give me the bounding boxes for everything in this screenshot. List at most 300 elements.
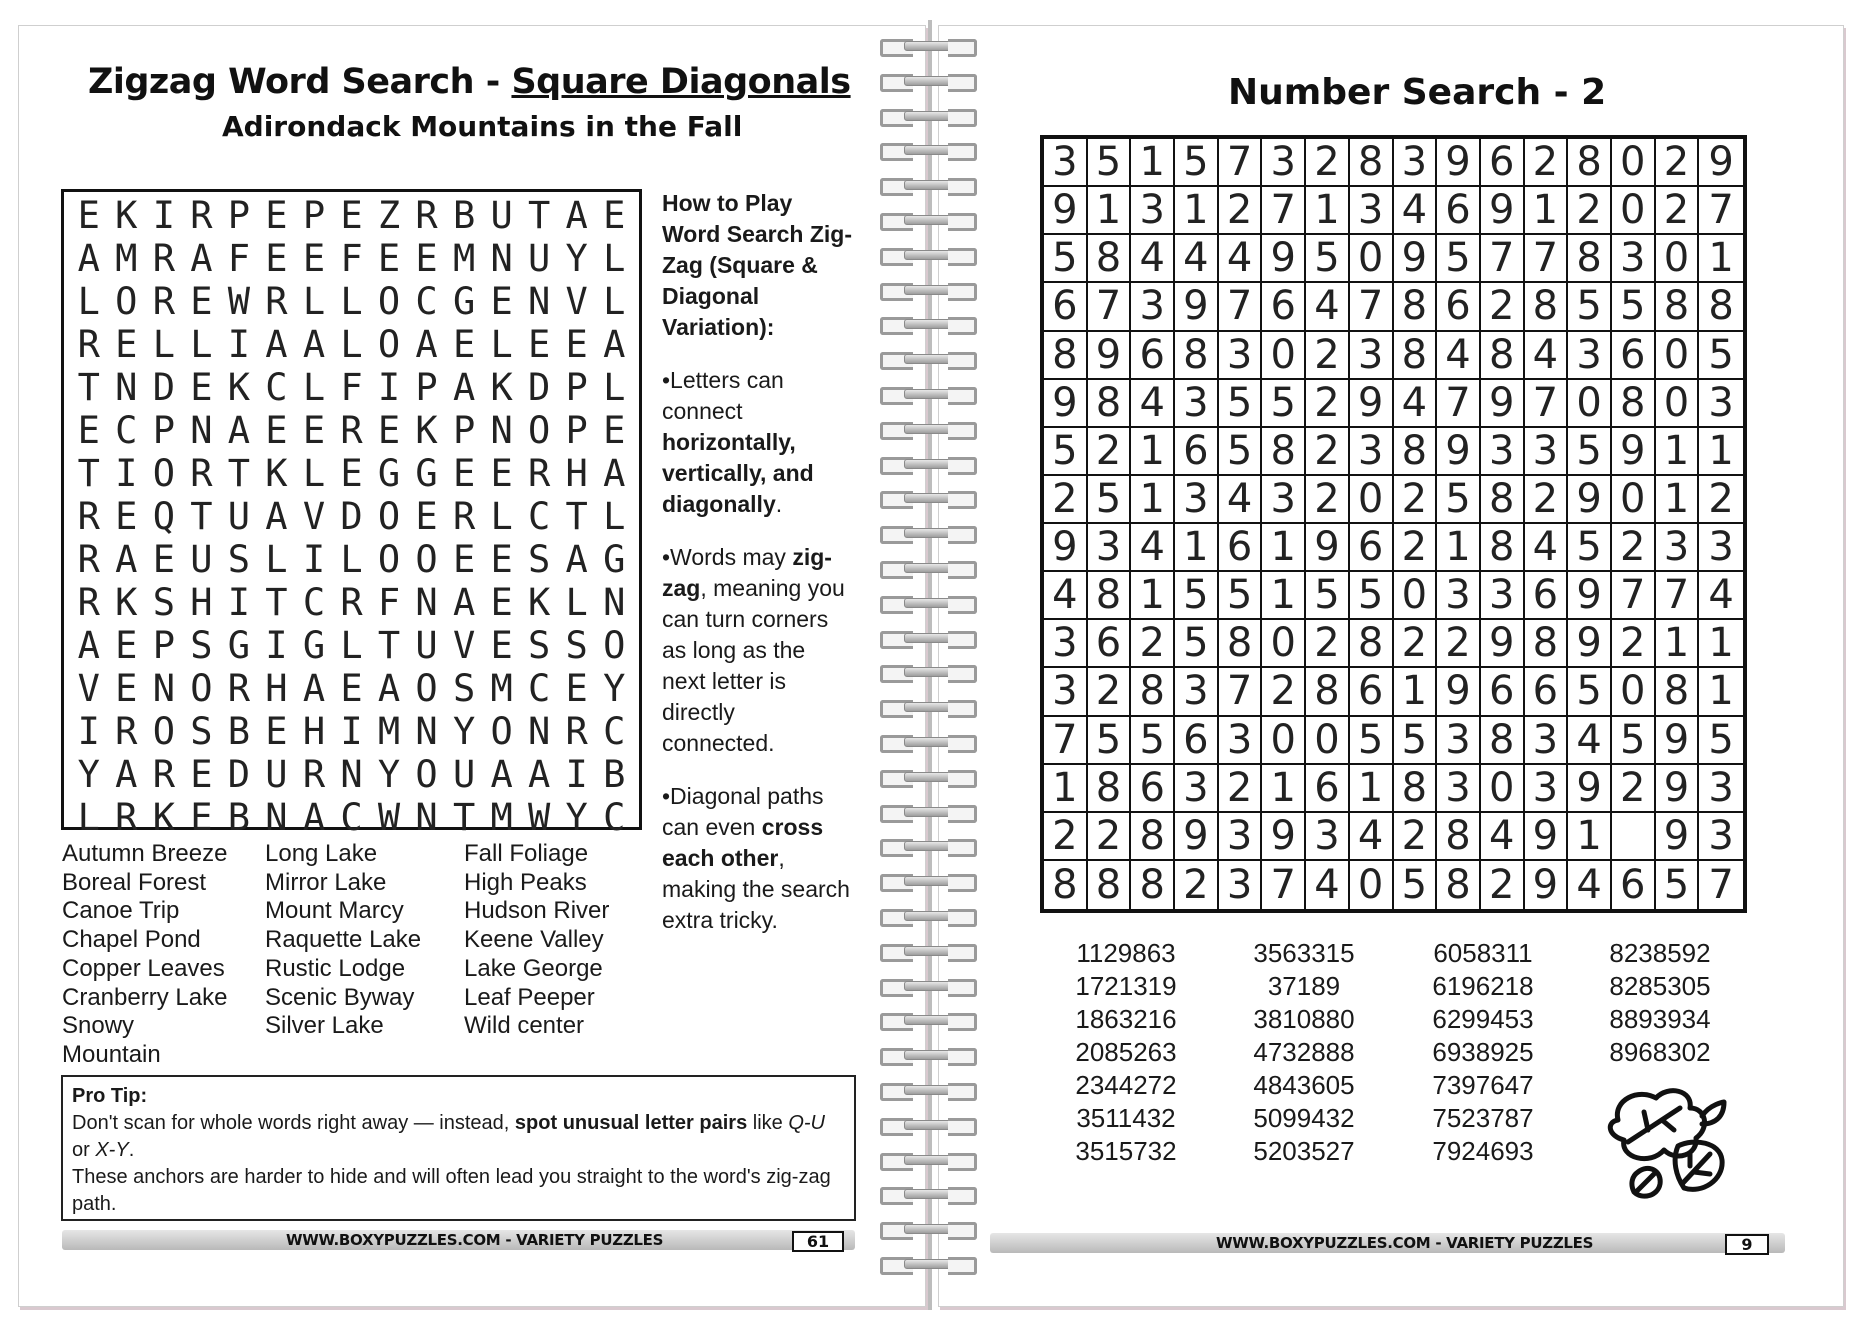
letter-cell[interactable]: R <box>415 194 438 237</box>
letter-cell[interactable]: O <box>115 280 138 323</box>
number-cell[interactable]: 8 <box>1088 861 1132 909</box>
letter-cell[interactable]: N <box>528 710 551 753</box>
number-cell[interactable]: 6 <box>1612 332 1656 380</box>
letter-cell[interactable]: I <box>565 753 588 796</box>
letter-cell[interactable]: S <box>528 624 551 667</box>
number-cell[interactable]: 5 <box>1175 620 1219 668</box>
letter-cell[interactable]: L <box>265 538 288 581</box>
letter-cell[interactable]: A <box>528 753 551 796</box>
letter-cell[interactable]: P <box>565 366 588 409</box>
letter-cell[interactable]: S <box>190 624 213 667</box>
letter-cell[interactable]: S <box>227 538 251 581</box>
number-cell[interactable]: 7 <box>1262 861 1306 909</box>
number-cell[interactable]: 6 <box>1262 283 1306 331</box>
letter-cell[interactable]: N <box>490 237 513 280</box>
number-cell[interactable]: 8 <box>1394 332 1438 380</box>
letter-cell[interactable]: T <box>77 366 100 409</box>
number-cell[interactable]: 3 <box>1699 380 1743 428</box>
number-cell[interactable]: 2 <box>1656 139 1700 187</box>
letter-cell[interactable]: A <box>115 538 138 581</box>
letter-cell[interactable]: O <box>152 710 175 753</box>
letter-cell[interactable]: R <box>565 710 588 753</box>
letter-cell[interactable]: E <box>452 538 476 581</box>
number-cell[interactable]: 3 <box>1699 765 1743 813</box>
letter-cell[interactable]: E <box>265 194 288 237</box>
letter-cell[interactable]: P <box>227 194 251 237</box>
letter-cell[interactable]: D <box>152 366 175 409</box>
number-cell[interactable]: 2 <box>1088 428 1132 476</box>
letter-cell[interactable]: B <box>227 710 251 753</box>
letter-cell[interactable]: R <box>227 667 251 710</box>
letter-cell[interactable]: R <box>265 280 288 323</box>
letter-cell[interactable]: R <box>190 452 213 495</box>
number-cell[interactable]: 1 <box>1656 476 1700 524</box>
number-cell[interactable]: 8 <box>1088 380 1132 428</box>
number-cell[interactable]: 9 <box>1175 813 1219 861</box>
letter-cell[interactable]: L <box>302 280 326 323</box>
number-cell[interactable]: 5 <box>1656 861 1700 909</box>
number-cell[interactable]: 9 <box>1437 668 1481 716</box>
letter-cell[interactable]: E <box>115 495 138 538</box>
number-cell[interactable]: 2 <box>1481 283 1525 331</box>
letter-cell[interactable]: F <box>377 581 401 624</box>
letter-cell[interactable]: L <box>190 323 213 366</box>
number-cell[interactable]: 6 <box>1175 428 1219 476</box>
number-cell[interactable]: 3 <box>1262 476 1306 524</box>
letter-cell[interactable]: W <box>377 796 401 839</box>
number-cell[interactable]: 5 <box>1437 476 1481 524</box>
number-cell[interactable]: 8 <box>1088 235 1132 283</box>
letter-cell[interactable]: E <box>565 323 588 366</box>
letter-cell[interactable]: T <box>265 581 288 624</box>
number-cell[interactable]: 5 <box>1306 572 1350 620</box>
number-cell[interactable]: 9 <box>1262 813 1306 861</box>
letter-cell[interactable]: Q <box>152 495 175 538</box>
letter-cell[interactable]: G <box>603 538 626 581</box>
number-cell[interactable]: 5 <box>1219 380 1263 428</box>
number-cell[interactable]: 1 <box>1699 428 1743 476</box>
letter-cell[interactable]: E <box>452 323 476 366</box>
number-cell[interactable]: 2 <box>1306 620 1350 668</box>
letter-cell[interactable]: R <box>77 538 100 581</box>
letter-cell[interactable]: O <box>490 710 513 753</box>
number-cell[interactable]: 3 <box>1219 861 1263 909</box>
letter-cell[interactable]: I <box>227 581 251 624</box>
number-cell[interactable]: 2 <box>1394 813 1438 861</box>
number-cell[interactable]: 7 <box>1219 139 1263 187</box>
letter-cell[interactable]: E <box>377 409 401 452</box>
number-cell[interactable]: 2 <box>1044 813 1088 861</box>
number-cell[interactable]: 3 <box>1044 620 1088 668</box>
letter-cell[interactable]: N <box>190 409 213 452</box>
number-cell[interactable]: 7 <box>1612 572 1656 620</box>
number-cell[interactable]: 8 <box>1656 283 1700 331</box>
number-cell[interactable]: 5 <box>1175 572 1219 620</box>
letter-cell[interactable]: I <box>152 194 175 237</box>
number-cell[interactable]: 2 <box>1394 620 1438 668</box>
number-cell[interactable]: 8 <box>1219 620 1263 668</box>
letter-cell[interactable]: C <box>340 796 363 839</box>
number-cell[interactable]: 1 <box>1175 187 1219 235</box>
letter-cell[interactable]: F <box>340 366 363 409</box>
number-cell[interactable]: 2 <box>1306 476 1350 524</box>
number-cell[interactable]: 5 <box>1350 717 1394 765</box>
letter-cell[interactable]: R <box>340 409 363 452</box>
letter-cell[interactable]: L <box>77 796 100 839</box>
letter-cell[interactable]: N <box>415 710 438 753</box>
number-cell[interactable]: 2 <box>1568 187 1612 235</box>
number-cell[interactable]: 4 <box>1481 813 1525 861</box>
number-cell[interactable]: 3 <box>1044 139 1088 187</box>
number-cell[interactable]: 0 <box>1656 380 1700 428</box>
letter-cell[interactable]: N <box>340 753 363 796</box>
number-cell[interactable]: 6 <box>1044 283 1088 331</box>
number-cell[interactable]: 8 <box>1568 235 1612 283</box>
letter-cell[interactable]: A <box>603 323 626 366</box>
letter-cell[interactable]: T <box>452 796 476 839</box>
number-cell[interactable]: 3 <box>1350 187 1394 235</box>
letter-cell[interactable]: A <box>302 796 326 839</box>
number-cell[interactable]: 6 <box>1525 572 1569 620</box>
letter-cell[interactable]: T <box>77 452 100 495</box>
number-cell[interactable]: 3 <box>1044 668 1088 716</box>
letter-cell[interactable]: D <box>528 366 551 409</box>
letter-cell[interactable]: A <box>190 237 213 280</box>
number-cell[interactable]: 2 <box>1612 620 1656 668</box>
number-cell[interactable]: 3 <box>1525 428 1569 476</box>
number-cell[interactable]: 7 <box>1437 380 1481 428</box>
number-cell[interactable]: 1 <box>1262 524 1306 572</box>
letter-cell[interactable]: R <box>340 581 363 624</box>
number-cell[interactable]: 0 <box>1350 861 1394 909</box>
letter-cell[interactable]: C <box>603 796 626 839</box>
number-cell[interactable]: 6 <box>1131 332 1175 380</box>
letter-cell[interactable]: L <box>340 538 363 581</box>
number-cell[interactable]: 9 <box>1044 187 1088 235</box>
letter-cell[interactable]: S <box>452 667 476 710</box>
number-cell[interactable]: 5 <box>1131 717 1175 765</box>
letter-cell[interactable]: K <box>415 409 438 452</box>
letter-cell[interactable]: I <box>302 538 326 581</box>
letter-cell[interactable]: R <box>115 796 138 839</box>
number-cell[interactable]: 8 <box>1394 283 1438 331</box>
letter-cell[interactable]: K <box>227 366 251 409</box>
number-cell[interactable]: 8 <box>1131 861 1175 909</box>
number-cell[interactable]: 5 <box>1044 235 1088 283</box>
number-cell[interactable]: 2 <box>1394 524 1438 572</box>
letter-cell[interactable]: A <box>77 624 100 667</box>
letter-cell[interactable]: Z <box>377 194 401 237</box>
letter-cell[interactable]: T <box>190 495 213 538</box>
letter-cell[interactable]: M <box>115 237 138 280</box>
number-cell[interactable]: 2 <box>1219 765 1263 813</box>
number-cell[interactable]: 4 <box>1699 572 1743 620</box>
letter-cell[interactable]: L <box>340 323 363 366</box>
letter-cell[interactable]: E <box>490 538 513 581</box>
number-cell[interactable]: 4 <box>1350 813 1394 861</box>
letter-cell[interactable]: A <box>265 323 288 366</box>
number-cell[interactable]: 8 <box>1656 668 1700 716</box>
letter-cell[interactable]: K <box>490 366 513 409</box>
number-cell[interactable]: 1 <box>1699 668 1743 716</box>
number-cell[interactable]: 7 <box>1525 235 1569 283</box>
number-cell[interactable]: 1 <box>1656 620 1700 668</box>
number-cell[interactable]: 7 <box>1350 283 1394 331</box>
number-cell[interactable]: 3 <box>1219 813 1263 861</box>
letter-cell[interactable]: E <box>115 323 138 366</box>
number-cell[interactable]: 6 <box>1175 717 1219 765</box>
letter-cell[interactable]: O <box>415 753 438 796</box>
number-cell[interactable]: 5 <box>1350 572 1394 620</box>
letter-cell[interactable]: A <box>452 581 476 624</box>
number-cell[interactable]: 9 <box>1437 139 1481 187</box>
letter-cell[interactable]: C <box>415 280 438 323</box>
number-cell[interactable]: 3 <box>1306 813 1350 861</box>
letter-cell[interactable]: C <box>265 366 288 409</box>
number-cell[interactable]: 5 <box>1394 861 1438 909</box>
number-cell[interactable]: 1 <box>1350 765 1394 813</box>
number-cell[interactable]: 0 <box>1612 668 1656 716</box>
letter-cell[interactable]: U <box>190 538 213 581</box>
letter-cell[interactable]: H <box>565 452 588 495</box>
number-cell[interactable]: 9 <box>1350 380 1394 428</box>
letter-cell[interactable]: G <box>377 452 401 495</box>
number-cell[interactable]: 2 <box>1175 861 1219 909</box>
letter-cell[interactable]: N <box>115 366 138 409</box>
letter-cell[interactable]: A <box>77 237 100 280</box>
number-cell[interactable]: 4 <box>1568 861 1612 909</box>
letter-cell[interactable]: L <box>565 581 588 624</box>
number-cell[interactable]: 8 <box>1525 620 1569 668</box>
number-cell[interactable]: 4 <box>1525 524 1569 572</box>
letter-cell[interactable]: O <box>377 538 401 581</box>
number-cell[interactable]: 6 <box>1437 187 1481 235</box>
letter-cell[interactable]: E <box>528 323 551 366</box>
letter-cell[interactable]: F <box>227 237 251 280</box>
letter-cell[interactable]: H <box>302 710 326 753</box>
letter-cell[interactable]: Y <box>452 710 476 753</box>
letter-cell[interactable]: Y <box>565 237 588 280</box>
number-cell[interactable]: 9 <box>1088 332 1132 380</box>
letter-cell[interactable]: L <box>302 366 326 409</box>
number-cell[interactable]: 3 <box>1437 765 1481 813</box>
number-cell[interactable]: 1 <box>1131 428 1175 476</box>
number-cell[interactable]: 5 <box>1175 139 1219 187</box>
letter-cell[interactable]: B <box>227 796 251 839</box>
letter-cell[interactable]: I <box>340 710 363 753</box>
letter-cell[interactable]: E <box>77 409 100 452</box>
number-cell[interactable]: 0 <box>1350 235 1394 283</box>
letter-cell[interactable]: K <box>115 194 138 237</box>
letter-cell[interactable]: L <box>77 280 100 323</box>
letter-cell[interactable]: F <box>340 237 363 280</box>
number-cell[interactable]: 8 <box>1481 524 1525 572</box>
letter-cell[interactable]: A <box>490 753 513 796</box>
letter-cell[interactable]: N <box>415 581 438 624</box>
number-cell[interactable]: 3 <box>1612 235 1656 283</box>
number-cell[interactable]: 0 <box>1612 139 1656 187</box>
letter-cell[interactable]: A <box>302 667 326 710</box>
number-cell[interactable]: 6 <box>1437 283 1481 331</box>
letter-cell[interactable]: Y <box>565 796 588 839</box>
letter-cell[interactable]: R <box>115 710 138 753</box>
number-cell[interactable]: 3 <box>1525 717 1569 765</box>
number-cell[interactable]: 2 <box>1219 187 1263 235</box>
letter-cell[interactable]: E <box>115 624 138 667</box>
letter-cell[interactable]: R <box>452 495 476 538</box>
number-cell[interactable]: 4 <box>1175 235 1219 283</box>
letter-cell[interactable]: A <box>115 753 138 796</box>
number-cell[interactable]: 4 <box>1131 380 1175 428</box>
number-cell[interactable]: 6 <box>1481 668 1525 716</box>
number-cell[interactable]: 4 <box>1044 572 1088 620</box>
number-cell[interactable]: 8 <box>1699 283 1743 331</box>
number-cell[interactable]: 9 <box>1568 620 1612 668</box>
letter-cell[interactable]: C <box>302 581 326 624</box>
number-cell[interactable]: 3 <box>1350 332 1394 380</box>
number-cell[interactable]: 8 <box>1175 332 1219 380</box>
number-cell[interactable]: 2 <box>1131 620 1175 668</box>
number-cell[interactable]: 8 <box>1088 765 1132 813</box>
number-cell[interactable]: 5 <box>1568 428 1612 476</box>
number-cell[interactable]: 1 <box>1131 572 1175 620</box>
number-cell[interactable]: 9 <box>1699 139 1743 187</box>
letter-cell[interactable]: U <box>227 495 251 538</box>
number-cell[interactable]: 9 <box>1568 572 1612 620</box>
letter-cell[interactable]: E <box>152 538 175 581</box>
number-cell[interactable]: 6 <box>1612 861 1656 909</box>
number-cell[interactable]: 8 <box>1394 428 1438 476</box>
letter-cell[interactable]: K <box>115 581 138 624</box>
letter-cell[interactable]: N <box>490 409 513 452</box>
number-cell[interactable]: 3 <box>1131 283 1175 331</box>
letter-cell[interactable]: E <box>190 366 213 409</box>
number-cell[interactable]: 7 <box>1481 235 1525 283</box>
letter-cell[interactable]: U <box>415 624 438 667</box>
letter-cell[interactable]: M <box>490 796 513 839</box>
letter-cell[interactable]: R <box>190 194 213 237</box>
letter-cell[interactable]: A <box>452 366 476 409</box>
letter-cell[interactable]: V <box>77 667 100 710</box>
letter-cell[interactable]: D <box>227 753 251 796</box>
letter-cell[interactable]: L <box>603 495 626 538</box>
letter-cell[interactable]: T <box>227 452 251 495</box>
letter-cell[interactable]: W <box>528 796 551 839</box>
letter-cell[interactable]: E <box>490 624 513 667</box>
number-cell[interactable]: 9 <box>1481 620 1525 668</box>
letter-cell[interactable]: E <box>265 237 288 280</box>
number-cell[interactable]: 1 <box>1699 235 1743 283</box>
letter-cell[interactable]: P <box>565 409 588 452</box>
letter-cell[interactable]: M <box>452 237 476 280</box>
number-cell[interactable]: 8 <box>1262 428 1306 476</box>
letter-cell[interactable]: S <box>565 624 588 667</box>
number-cell[interactable]: 2 <box>1306 380 1350 428</box>
letter-cell[interactable]: R <box>528 452 551 495</box>
letter-cell[interactable]: L <box>340 280 363 323</box>
letter-cell[interactable]: U <box>265 753 288 796</box>
number-cell[interactable]: 0 <box>1350 476 1394 524</box>
letter-cell[interactable]: E <box>77 194 100 237</box>
number-cell[interactable]: 0 <box>1656 235 1700 283</box>
number-cell[interactable]: 0 <box>1481 765 1525 813</box>
number-cell[interactable]: 1 <box>1656 428 1700 476</box>
number-cell[interactable]: 8 <box>1481 476 1525 524</box>
letter-cell[interactable]: P <box>152 409 175 452</box>
number-cell[interactable]: 3 <box>1175 765 1219 813</box>
number-cell[interactable]: 9 <box>1306 524 1350 572</box>
letter-cell[interactable]: T <box>565 495 588 538</box>
letter-cell[interactable]: H <box>190 581 213 624</box>
letter-cell[interactable]: A <box>565 538 588 581</box>
letter-cell[interactable]: E <box>265 409 288 452</box>
letter-cell[interactable]: E <box>302 409 326 452</box>
letter-cell[interactable]: G <box>302 624 326 667</box>
letter-cell[interactable]: O <box>528 409 551 452</box>
letter-cell[interactable]: U <box>528 237 551 280</box>
letter-cell[interactable]: B <box>452 194 476 237</box>
number-cell[interactable]: 3 <box>1699 524 1743 572</box>
letter-cell[interactable]: O <box>152 452 175 495</box>
letter-cell[interactable]: T <box>377 624 401 667</box>
letter-cell[interactable]: N <box>152 667 175 710</box>
number-cell[interactable]: 8 <box>1350 620 1394 668</box>
number-cell[interactable]: 5 <box>1612 717 1656 765</box>
number-cell[interactable]: 4 <box>1306 861 1350 909</box>
number-cell[interactable]: 0 <box>1306 717 1350 765</box>
letter-cell[interactable]: U <box>452 753 476 796</box>
letter-cell[interactable]: B <box>603 753 626 796</box>
number-cell[interactable]: 8 <box>1481 332 1525 380</box>
letter-cell[interactable]: A <box>415 323 438 366</box>
number-cell[interactable]: 9 <box>1481 380 1525 428</box>
letter-cell[interactable]: E <box>190 280 213 323</box>
number-cell[interactable]: 1 <box>1262 765 1306 813</box>
number-cell[interactable]: 7 <box>1088 283 1132 331</box>
number-cell[interactable]: 2 <box>1306 139 1350 187</box>
letter-cell[interactable]: K <box>265 452 288 495</box>
letter-cell[interactable]: C <box>528 667 551 710</box>
letter-cell[interactable]: S <box>152 581 175 624</box>
letter-cell[interactable]: D <box>340 495 363 538</box>
number-cell[interactable]: 5 <box>1568 524 1612 572</box>
number-cell[interactable]: 1 <box>1088 187 1132 235</box>
number-cell[interactable]: 3 <box>1175 380 1219 428</box>
number-cell[interactable]: 9 <box>1525 861 1569 909</box>
letter-cell[interactable]: E <box>340 194 363 237</box>
letter-cell[interactable]: U <box>490 194 513 237</box>
number-cell[interactable]: 1 <box>1568 813 1612 861</box>
number-cell[interactable]: 1 <box>1394 668 1438 716</box>
number-cell[interactable]: 3 <box>1525 765 1569 813</box>
number-cell[interactable]: 8 <box>1394 765 1438 813</box>
number-cell[interactable]: 3 <box>1437 717 1481 765</box>
letter-cell[interactable]: C <box>528 495 551 538</box>
number-cell[interactable]: 5 <box>1306 235 1350 283</box>
letter-cell[interactable]: N <box>415 796 438 839</box>
number-cell[interactable]: 2 <box>1306 332 1350 380</box>
letter-cell[interactable]: O <box>415 538 438 581</box>
number-cell[interactable]: 9 <box>1394 235 1438 283</box>
letter-cell[interactable]: Y <box>603 667 626 710</box>
number-cell[interactable]: 7 <box>1219 283 1263 331</box>
number-cell[interactable]: 3 <box>1481 428 1525 476</box>
number-cell[interactable]: 2 <box>1306 428 1350 476</box>
number-cell[interactable]: 3 <box>1394 139 1438 187</box>
letter-cell[interactable]: K <box>528 581 551 624</box>
letter-cell[interactable]: E <box>490 280 513 323</box>
number-cell[interactable]: 2 <box>1656 187 1700 235</box>
